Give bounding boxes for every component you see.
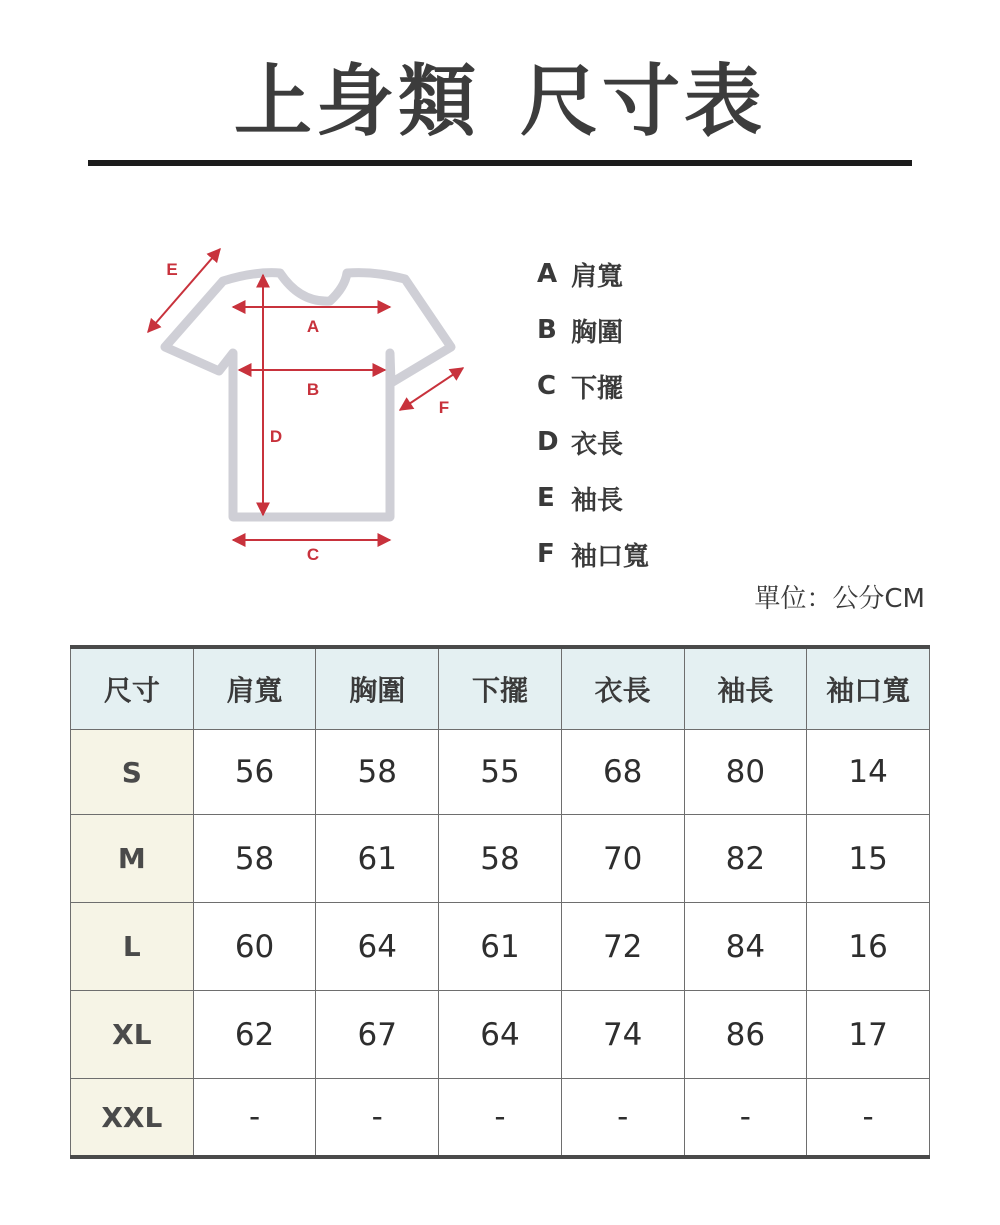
size-cell: XXL — [71, 1079, 194, 1158]
value-cell: - — [316, 1079, 439, 1158]
header-cell: 肩寬 — [193, 647, 316, 730]
value-cell: 55 — [439, 730, 562, 815]
legend-item — [537, 526, 649, 582]
label-d: D — [269, 427, 283, 446]
table-row — [71, 730, 930, 815]
legend-label: 衣長 — [571, 429, 624, 460]
legend-key: A — [537, 259, 558, 289]
label-a: A — [306, 317, 320, 336]
legend-key: F — [537, 539, 555, 569]
value-cell: - — [439, 1079, 562, 1158]
legend-item — [537, 358, 649, 414]
title-part2: 尺寸表 — [520, 57, 767, 147]
value-cell: 84 — [684, 903, 807, 991]
label-b: B — [306, 380, 320, 399]
table-row — [71, 815, 930, 903]
page-title — [0, 52, 1000, 152]
legend-key: B — [537, 315, 557, 345]
header-cell: 下擺 — [439, 647, 562, 730]
size-cell: XL — [71, 991, 194, 1079]
value-cell: 67 — [316, 991, 439, 1079]
value-cell: 58 — [439, 815, 562, 903]
legend-label: 袖口寬 — [571, 541, 650, 572]
value-cell: 14 — [807, 730, 930, 815]
value-cell: 56 — [193, 730, 316, 815]
label-c: C — [306, 545, 320, 564]
table-header-row — [71, 647, 930, 730]
value-cell: 80 — [684, 730, 807, 815]
value-cell: - — [561, 1079, 684, 1158]
value-cell: 68 — [561, 730, 684, 815]
value-cell: - — [684, 1079, 807, 1158]
value-cell: 61 — [316, 815, 439, 903]
value-cell: - — [193, 1079, 316, 1158]
value-cell: 72 — [561, 903, 684, 991]
header-cell: 胸圍 — [316, 647, 439, 730]
value-cell: 17 — [807, 991, 930, 1079]
table-row — [71, 903, 930, 991]
legend-label: 下擺 — [571, 373, 624, 404]
tshirt-measurement-diagram — [135, 235, 475, 570]
size-cell: L — [71, 903, 194, 991]
value-cell: 62 — [193, 991, 316, 1079]
legend-item — [537, 470, 649, 526]
legend-label: 胸圍 — [571, 317, 624, 348]
table-row — [71, 1079, 930, 1158]
legend-key: E — [537, 483, 555, 513]
legend-item — [537, 302, 649, 358]
label-e: E — [166, 260, 178, 279]
value-cell: 86 — [684, 991, 807, 1079]
legend-key: C — [537, 371, 557, 401]
legend-item — [537, 246, 649, 302]
value-cell: 64 — [439, 991, 562, 1079]
value-cell: 82 — [684, 815, 807, 903]
title-underline — [88, 160, 912, 166]
table-row — [71, 991, 930, 1079]
legend-label: 袖長 — [571, 485, 624, 516]
measurement-legend — [537, 246, 649, 582]
header-cell: 袖長 — [684, 647, 807, 730]
header-cell: 衣長 — [561, 647, 684, 730]
value-cell: 58 — [193, 815, 316, 903]
label-f: F — [438, 398, 450, 417]
size-cell: M — [71, 815, 194, 903]
value-cell: 64 — [316, 903, 439, 991]
header-cell: 尺寸 — [71, 647, 194, 730]
unit-note: 單位：公分CM — [754, 584, 925, 614]
value-cell: 58 — [316, 730, 439, 815]
legend-item — [537, 414, 649, 470]
size-cell: S — [71, 730, 194, 815]
value-cell: 15 — [807, 815, 930, 903]
title-part1: 上身類 — [233, 57, 480, 147]
value-cell: 70 — [561, 815, 684, 903]
size-table — [70, 645, 930, 1159]
value-cell: - — [807, 1079, 930, 1158]
legend-key: D — [537, 427, 559, 457]
value-cell: 74 — [561, 991, 684, 1079]
header-cell: 袖口寬 — [807, 647, 930, 730]
value-cell: 16 — [807, 903, 930, 991]
legend-label: 肩寬 — [571, 261, 624, 292]
value-cell: 60 — [193, 903, 316, 991]
value-cell: 61 — [439, 903, 562, 991]
